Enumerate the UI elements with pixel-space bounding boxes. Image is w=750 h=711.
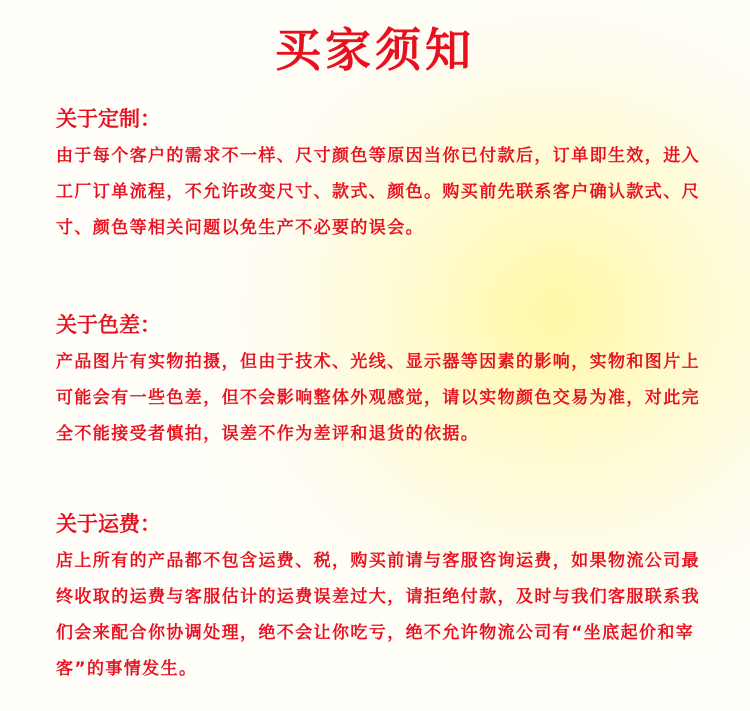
section-shipping bbox=[56, 509, 706, 687]
section-color-difference bbox=[56, 310, 706, 452]
section-body: 由于每个客户的需求不一样、尺寸颜色等原因当你已付款后，订单即生效，进入工厂订单流程，不允许改变尺寸、款式、颜色。购买前先联系客户确认款式、尺寸、颜色等相关问题以免生产不必要的误会。 bbox=[56, 146, 700, 238]
section-heading: 关于色差： bbox=[56, 313, 161, 337]
section-body: 店上所有的产品都不包含运费、税，购买前请与客服咨询运费，如果物流公司最终收取的运费与客服估计的运费误差过大，请拒绝付款，及时与我们客服联系我们会来配合你协调处理，绝不会让你吃亏，绝不允许物流公司有“坐底起价和宰客”的事情发生。 bbox=[56, 551, 700, 679]
section-heading: 关于运费： bbox=[56, 512, 161, 536]
section-customization bbox=[56, 104, 706, 246]
page-title: 买家须知 bbox=[275, 23, 475, 77]
section-heading: 关于定制： bbox=[56, 107, 161, 131]
section-body: 产品图片有实物拍摄，但由于技术、光线、显示器等因素的影响，实物和图片上可能会有一些色差，但不会影响整体外观感觉，请以实物颜色交易为准，对此完全不能接受者慎拍，误差不作为差评和退货的依据。 bbox=[56, 352, 700, 444]
